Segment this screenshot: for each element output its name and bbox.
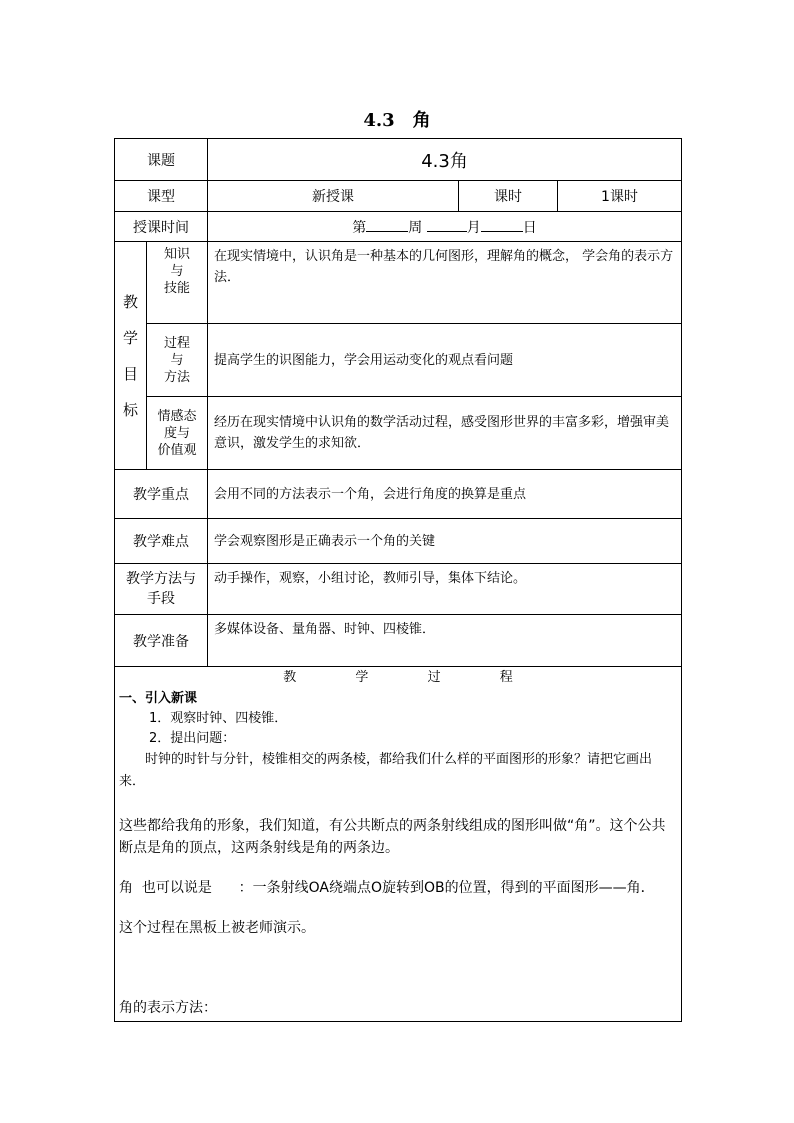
prep-label: 教学准备 [115, 615, 208, 667]
label-line: 过程 [163, 335, 190, 351]
label-line: 价值观 [157, 442, 197, 458]
objectives-group-label [115, 242, 147, 470]
type-value: 新授课 [208, 181, 459, 212]
lesson-plan-table [114, 138, 682, 1022]
key-point-row [115, 470, 682, 519]
time-label: 授课时间 [115, 212, 208, 242]
week-blank [366, 218, 408, 232]
prep-row [115, 615, 682, 667]
label-line: 情感态 [157, 408, 197, 424]
method-label-line: 手段 [147, 591, 175, 607]
paragraph-notation: 角的表示方法： [119, 1000, 217, 1016]
time-value [208, 212, 682, 242]
method-row [115, 564, 682, 615]
label-line: 知识 [163, 247, 190, 262]
objective-row-knowledge [115, 242, 682, 324]
objectives-char: 目 [122, 364, 138, 383]
objectives-char: 标 [122, 400, 138, 419]
prep-text: 多媒体设备、量角器、时钟、四棱锥． [208, 615, 682, 667]
month-blank [427, 218, 467, 232]
section-title: 一、引入新课 [119, 691, 198, 706]
process-row [115, 667, 682, 1022]
heading-char: 程 [499, 670, 513, 685]
heading-char: 教 [283, 670, 297, 685]
heading-char: 过 [427, 670, 441, 685]
label-line: 方法 [163, 369, 190, 385]
objective-label-emotion [147, 397, 208, 470]
paragraph-demo: 这个过程在黑板上被老师演示。 [119, 920, 315, 936]
step-2: 2．提出问题： [149, 731, 236, 746]
paragraph-rotation: 角 也可以说是 ：一条射线OA绕端点O旋转到OB的位置，得到的平面图形——角． [119, 880, 655, 896]
objective-text-emotion: 经历在现实情境中认识角的数学活动过程，感受图形世界的丰富多彩，增强审美意识，激发学生的求知欲． [208, 397, 682, 470]
topic-label: 课题 [115, 139, 208, 181]
difficulty-text: 学会观察图形是正确表示一个角的关键 [208, 519, 682, 564]
month-suffix: 月 [466, 219, 481, 236]
question-text: 时钟的时针与分针，棱锥相交的两条棱，都给我们什么样的平面图形的形象？请把它画出来． [119, 752, 653, 789]
label-line: 与 [170, 352, 184, 368]
page-title: 4.3 角 [363, 110, 431, 131]
objectives-char: 学 [122, 328, 138, 347]
day-blank [481, 218, 523, 232]
week-suffix: 周 [408, 219, 423, 236]
topic-row [115, 139, 682, 181]
objective-row-process [115, 324, 682, 397]
type-label: 课型 [115, 181, 208, 212]
method-text: 动手操作，观察，小组讨论，教师引导，集体下结论。 [208, 564, 682, 615]
hours-label: 课时 [459, 181, 558, 212]
label-line: 度与 [163, 425, 190, 441]
key-point-label: 教学重点 [115, 470, 208, 519]
step-1: 1．观察时钟、四棱锥． [149, 711, 288, 726]
key-point-text: 会用不同的方法表示一个角，会进行角度的换算是重点 [208, 470, 682, 519]
objective-label-knowledge [147, 242, 208, 324]
topic-value: 4.3角 [208, 139, 682, 181]
process-cell [115, 667, 682, 1022]
process-heading [119, 667, 677, 689]
objective-text-knowledge: 在现实情境中，认识角是一种基本的几何图形，理解角的概念， 学会角的表示方法． [208, 242, 682, 324]
objective-label-process [147, 324, 208, 397]
week-prefix: 第 [352, 219, 367, 236]
paragraph-definition: 这些都给我角的形象，我们知道，有公共断点的两条射线组成的图形叫做“角”。这个公共断点是角的顶点，这两条射线是角的两条边。 [119, 818, 666, 856]
difficulty-label: 教学难点 [115, 519, 208, 564]
objective-text-process: 提高学生的识图能力，学会用运动变化的观点看问题 [208, 324, 682, 397]
objectives-char: 教 [122, 292, 138, 311]
type-row [115, 181, 682, 212]
method-label-line: 教学方法与 [126, 571, 196, 587]
label-line: 技能 [163, 281, 190, 296]
difficulty-row [115, 519, 682, 564]
time-row [115, 212, 682, 242]
method-label [115, 564, 208, 615]
hours-value: 1课时 [558, 181, 682, 212]
objective-row-emotion [115, 397, 682, 470]
day-suffix: 日 [522, 219, 537, 236]
heading-char: 学 [355, 670, 369, 685]
label-line: 与 [170, 264, 184, 279]
